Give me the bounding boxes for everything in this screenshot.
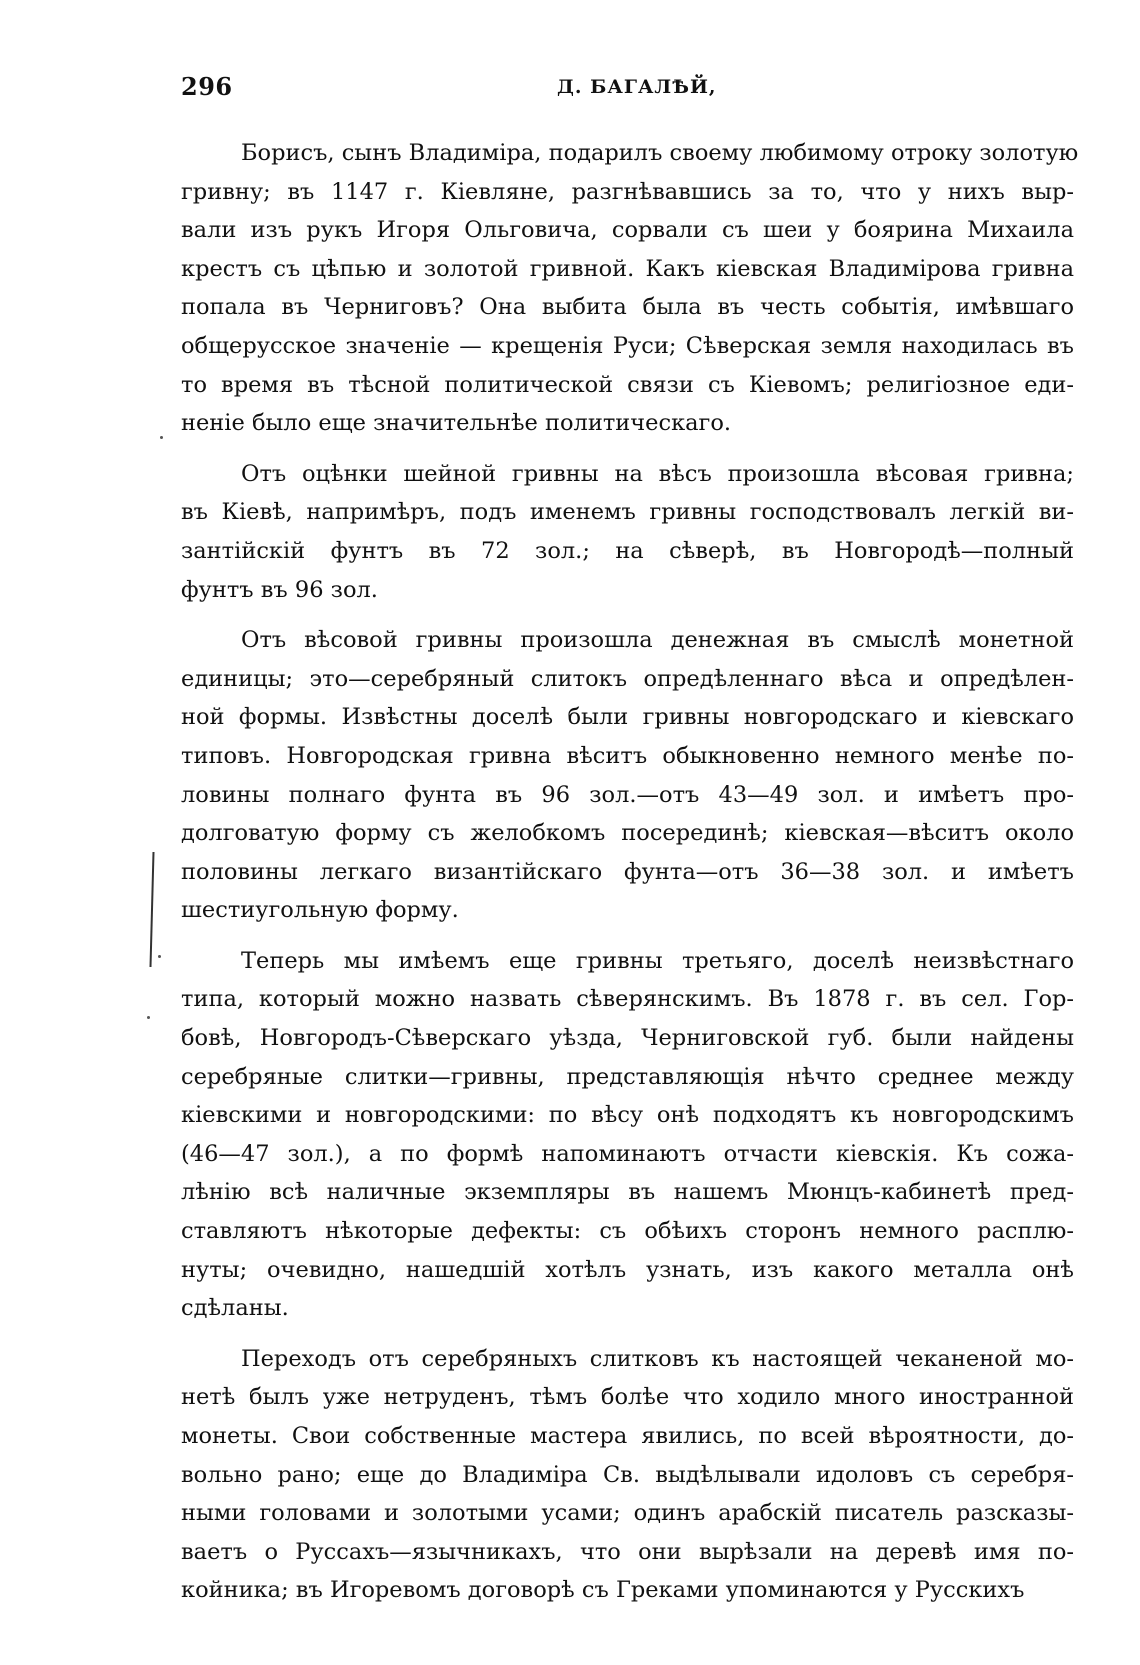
text-line: шестиугольную форму. — [181, 897, 459, 924]
running-head: Д. БАГАЛѢЙ, — [557, 76, 717, 98]
margin-speck — [147, 1016, 150, 1019]
text-line: зантійскій фунтъ въ 72 зол.; на сѣверѣ, въ Новгородѣ—полный — [181, 537, 1074, 564]
text-line: ловины полнаго фунта въ 96 зол.—отъ 43—49 зол. и имѣетъ про- — [181, 781, 1074, 808]
text-line: типа, который можно назвать сѣверянскимъ. Въ 1878 г. въ сел. Гор- — [181, 986, 1074, 1013]
margin-speck — [158, 955, 161, 958]
text-line: долговатую форму съ желобкомъ посерединѣ; кіевская—вѣситъ около — [181, 820, 1074, 847]
text-line: типовъ. Новгородская гривна вѣситъ обыкновенно немного менѣе по- — [181, 742, 1074, 769]
text-line: сдѣланы. — [181, 1295, 289, 1322]
text-line: монеты. Свои собственные мастера явились, по всей вѣроятности, до- — [181, 1423, 1074, 1449]
text-line: ными головами и золотыми усами; одинъ арабскій писатель разсказы- — [181, 1500, 1074, 1527]
text-line: лѣнію всѣ наличные экземпляры въ нашемъ Мюнцъ-кабинетѣ пред- — [181, 1179, 1074, 1206]
paragraph — [181, 942, 1074, 1328]
text-line: гривну; въ 1147 г. Кіевляне, разгнѣвавшись за то, что у нихъ выр- — [181, 178, 1074, 205]
text-line: (46—47 зол.), а по формѣ напоминаютъ отчасти кіевскія. Къ сожа- — [181, 1140, 1074, 1167]
paragraph — [181, 621, 1074, 930]
text-line: серебряные слитки—гривны, представляющія нѣчто среднее между — [181, 1063, 1074, 1090]
text-line: нуты; очевидно, нашедшій хотѣлъ узнать, изъ какого металла онѣ — [181, 1256, 1074, 1283]
text-line: Отъ оцѣнки шейной гривны на вѣсъ произошла вѣсовая гривна; — [241, 460, 1074, 487]
margin-pencil-mark — [149, 852, 154, 967]
text-line: вольно рано; еще до Владиміра Св. выдѣлывали идоловъ съ серебря- — [181, 1461, 1074, 1488]
text-line: койника; въ Игоревомъ договорѣ съ Греками упоминаются у Русскихъ — [181, 1577, 1025, 1604]
text-line: фунтъ въ 96 зол. — [181, 576, 378, 603]
page-number: 296 — [181, 72, 233, 101]
text-line: Борисъ, сынъ Владиміра, подарилъ своему любимому отроку золотую — [241, 140, 1079, 166]
paragraph — [181, 455, 1074, 609]
text-line: неніе было еще значительнѣе политическаго. — [181, 410, 732, 437]
text-line: въ Кіевѣ, напримѣръ, подъ именемъ гривны господствовалъ легкій ви- — [181, 499, 1074, 526]
text-line: половины легкаго византійскаго фунта—отъ 36—38 зол. и имѣетъ — [181, 858, 1074, 885]
text-line: крестъ съ цѣпью и золотой гривной. Какъ кіевская Владимірова гривна — [181, 255, 1074, 282]
text-line: Переходъ отъ серебряныхъ слитковъ къ настоящей чеканеной мо- — [241, 1345, 1074, 1372]
text-line: ваетъ о Руссахъ—язычникахъ, что они вырѣзали на деревѣ имя по- — [181, 1538, 1074, 1565]
text-line: общерусское значеніе — крещенія Руси; Сѣверская земля находилась въ — [181, 332, 1074, 359]
text-line: то время въ тѣсной политической связи съ Кіевомъ; религіозное еди- — [181, 371, 1074, 398]
body-text — [181, 134, 1079, 1610]
page-header — [181, 72, 1074, 112]
text-line: ной формы. Извѣстны доселѣ были гривны новгородскаго и кіевскаго — [181, 704, 1074, 731]
text-line: кіевскими и новгородскими: по вѣсу онѣ подходятъ къ новгородскимъ — [181, 1102, 1074, 1129]
margin-speck — [160, 436, 163, 439]
paragraph — [181, 1340, 1074, 1610]
text-line: бовѣ, Новгородъ-Сѣверскаго уѣзда, Черниговской губ. были найдены — [181, 1025, 1074, 1052]
paragraph — [181, 134, 1079, 443]
text-line: вали изъ рукъ Игоря Ольговича, сорвали съ шеи у боярина Михаила — [181, 217, 1074, 244]
text-line: попала въ Черниговъ? Она выбита была въ честь событія, имѣвшаго — [181, 294, 1074, 321]
text-line: ставляютъ нѣкоторые дефекты: съ обѣихъ сторонъ немного расплю- — [181, 1218, 1074, 1245]
text-line: Теперь мы имѣемъ еще гривны третьяго, доселѣ неизвѣстнаго — [241, 947, 1074, 974]
text-line: Отъ вѣсовой гривны произошла денежная въ смыслѣ монетной — [241, 627, 1074, 654]
text-line: единицы; это—серебряный слитокъ опредѣленнаго вѣса и опредѣлен- — [181, 665, 1074, 692]
text-line: нетѣ былъ уже нетруденъ, тѣмъ болѣе что ходило много иностранной — [181, 1384, 1074, 1411]
